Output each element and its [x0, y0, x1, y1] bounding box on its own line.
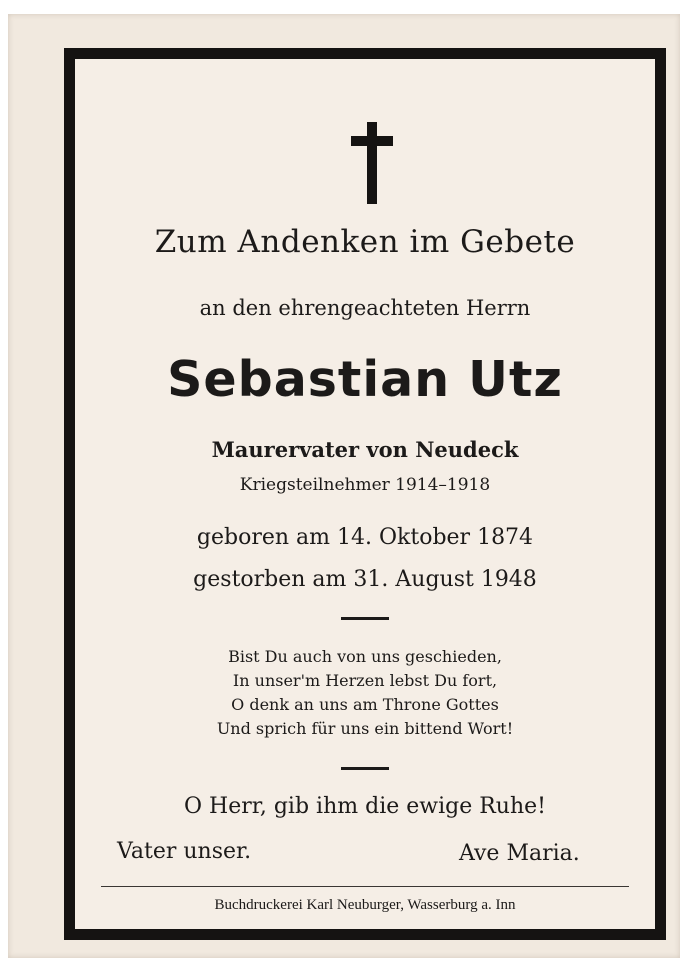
- deceased-name: Sebastian Utz: [167, 351, 563, 408]
- cross-icon: [351, 122, 393, 204]
- verse-line: Und sprich für uns ein bittend Wort!: [216, 719, 514, 738]
- divider: [341, 617, 389, 620]
- memorial-card: [8, 14, 680, 958]
- birth-date-line: geboren am 14. Oktober 1874: [196, 525, 534, 550]
- death-date-line: gestorben am 31. August 1948: [193, 567, 537, 592]
- closing-ave-maria: Ave Maria.: [459, 841, 580, 866]
- divider: [341, 767, 389, 770]
- intro-heading: Zum Andenken im Gebete: [154, 224, 576, 260]
- memorial-verse: [75, 645, 655, 741]
- mourning-border: [64, 48, 666, 940]
- verse-line: In unser'm Herzen lebst Du fort,: [232, 671, 498, 690]
- verse-line: Bist Du auch von uns geschieden,: [228, 647, 502, 666]
- deceased-role: Maurervater von Neudeck: [211, 437, 519, 462]
- prayer-line: O Herr, gib ihm die ewige Ruhe!: [184, 794, 546, 819]
- war-service-line: Kriegsteilnehmer 1914–1918: [239, 475, 491, 495]
- printer-imprint: Buchdruckerei Karl Neuburger, Wasserburg a. Inn: [214, 897, 516, 913]
- verse-line: O denk an uns am Throne Gottes: [231, 695, 499, 714]
- addressee-line: an den ehrengeachteten Herrn: [199, 296, 531, 320]
- closing-vater-unser: Vater unser.: [117, 839, 252, 864]
- footer-rule: [101, 886, 629, 887]
